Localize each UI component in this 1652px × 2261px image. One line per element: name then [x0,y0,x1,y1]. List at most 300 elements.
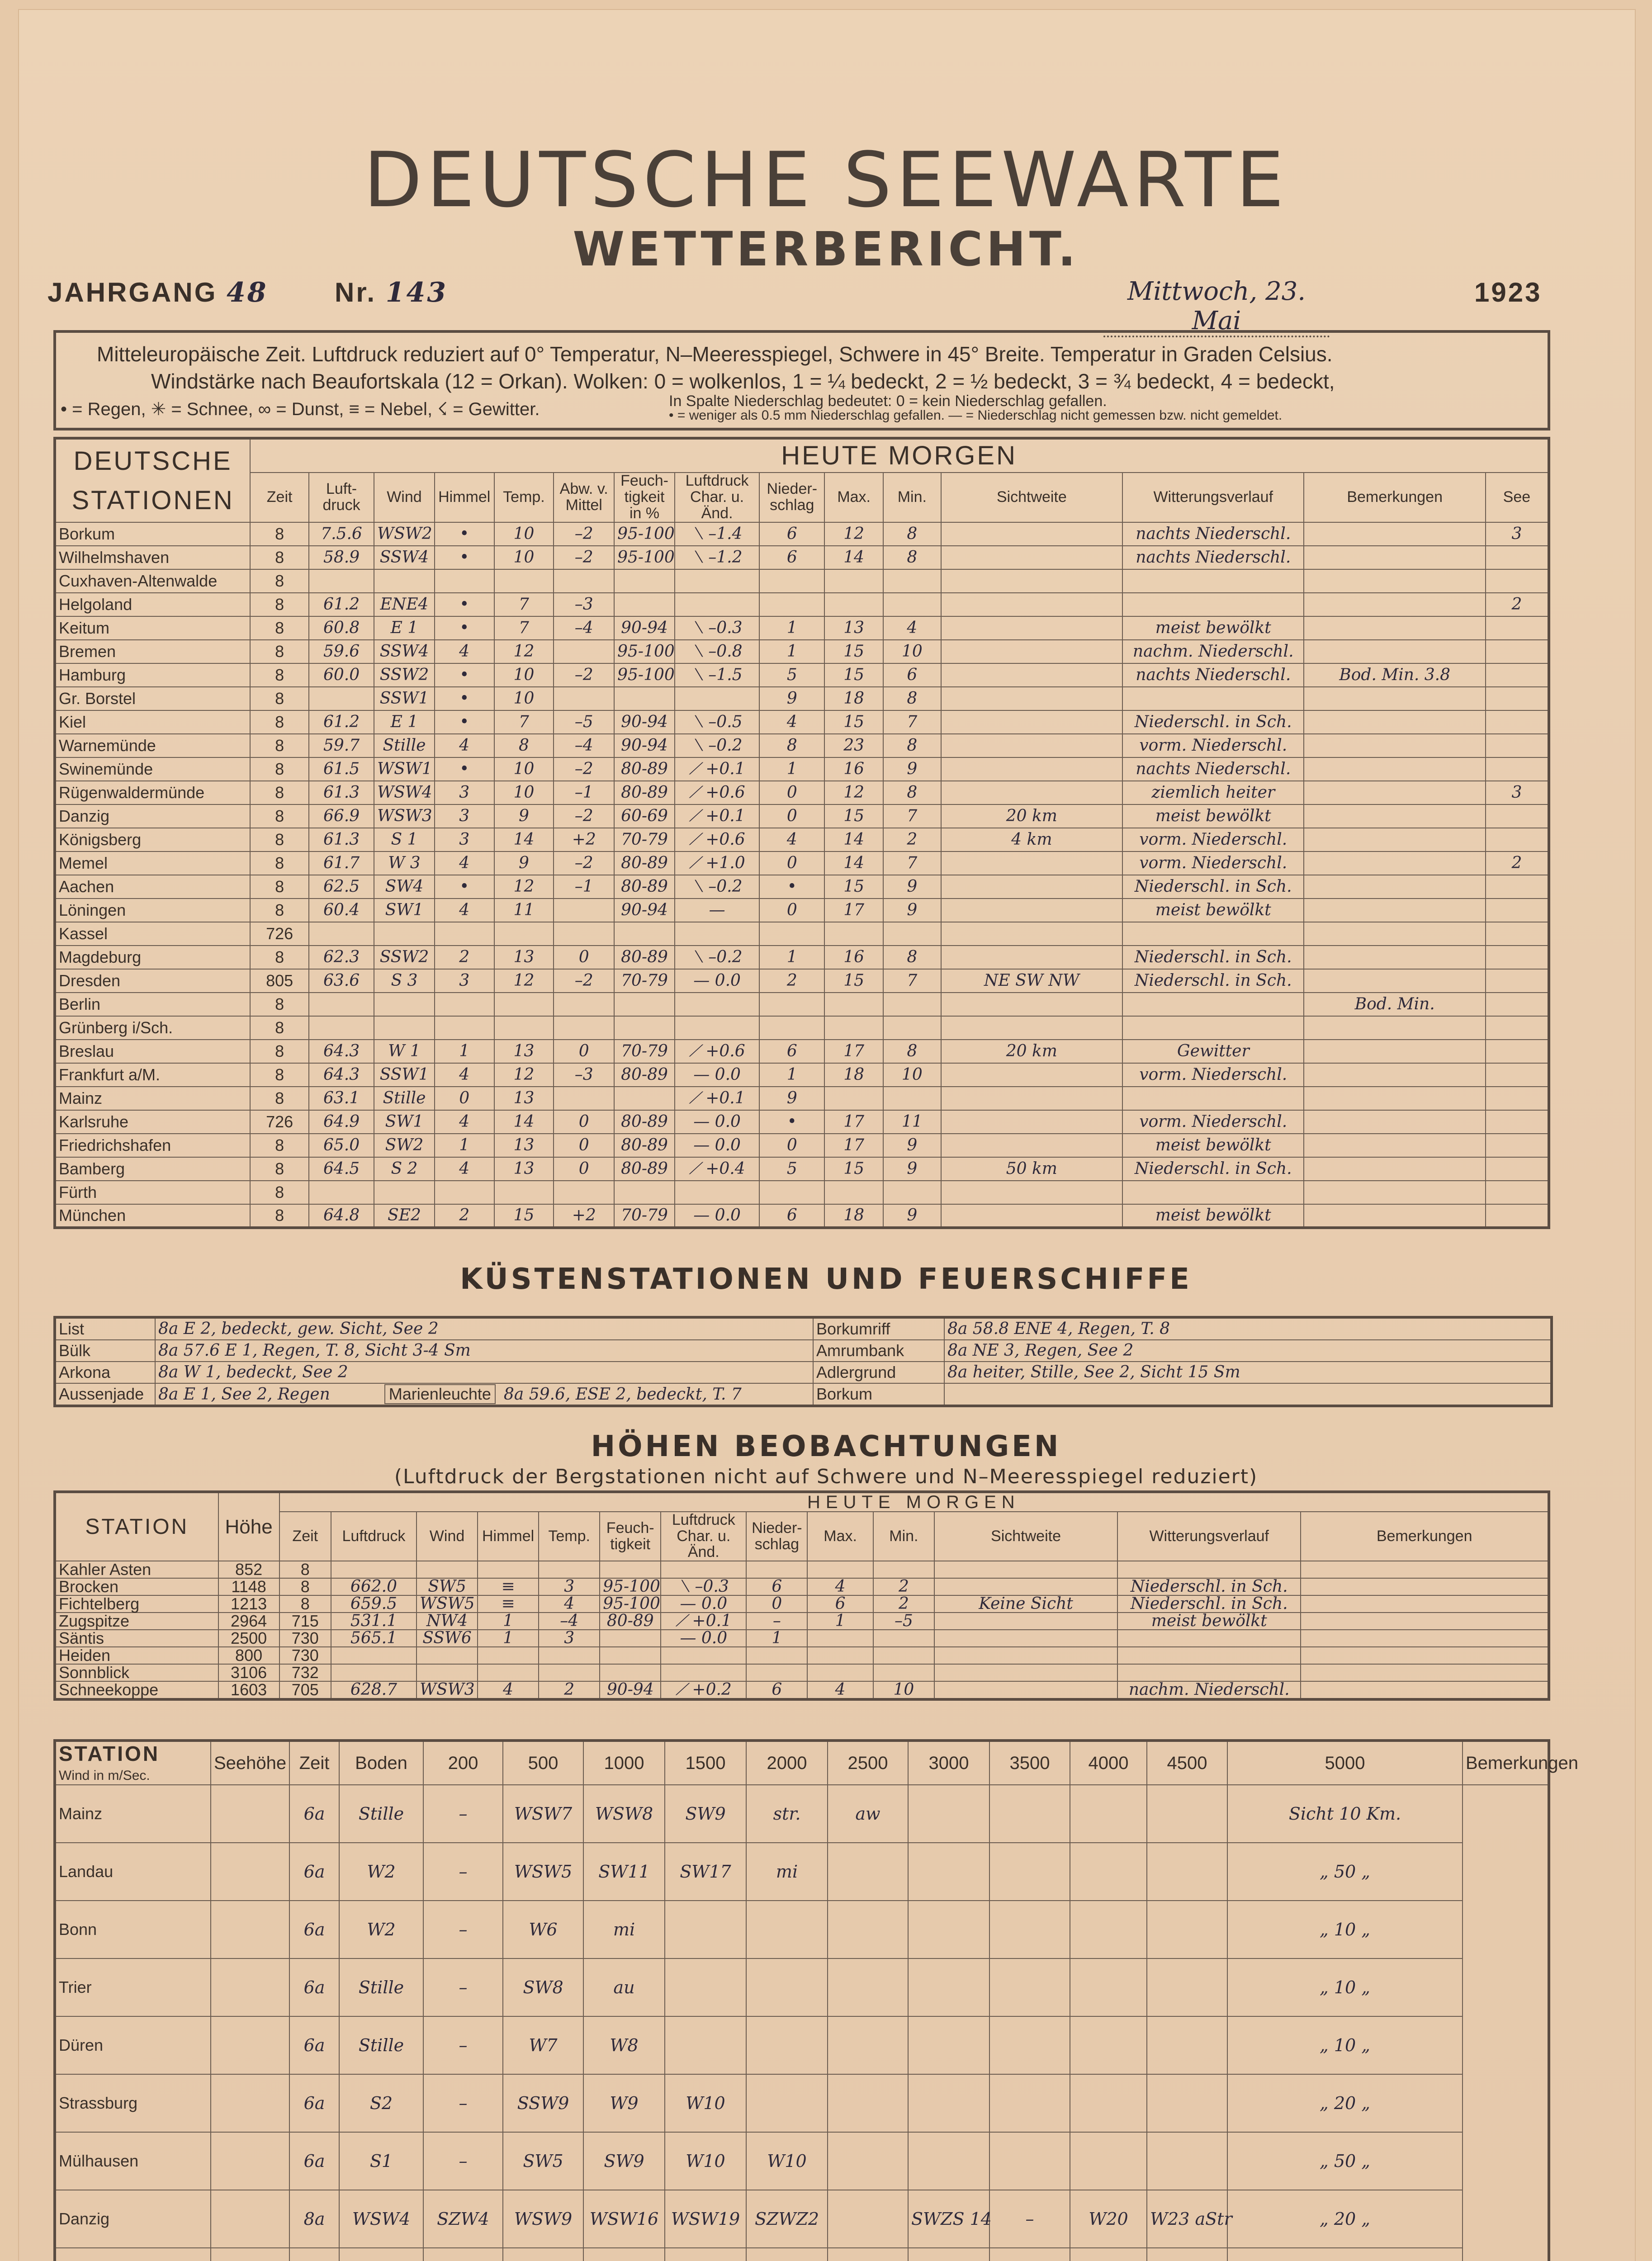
table-cell [1304,851,1485,875]
table-cell [554,569,614,593]
table-cell: nachm. Niederschl. [1117,1681,1301,1699]
table-cell: 15 [824,663,883,687]
table-cell: Stille [339,1785,423,1843]
main-col-header-1: Luft-druck [309,473,374,522]
table-cell: „ 20 „ [1227,2190,1463,2248]
table-cell [941,593,1122,616]
table-row [55,616,1549,640]
table-cell: — 0.0 [675,1110,759,1134]
station-name: Brocken [55,1578,218,1595]
table-cell: WSW3 [374,804,435,828]
table-cell [1486,1110,1549,1134]
hoehen-col-header-3: Himmel [478,1512,539,1561]
table-cell: Sicht 10 Km. [1227,1785,1463,1843]
table-row [55,1901,1549,1958]
issue-date: Mittwoch, 23. Mai [1103,277,1330,337]
table-cell [1304,1063,1485,1087]
table-cell: 8 [250,757,309,781]
table-cell [1301,1681,1549,1699]
table-cell [374,993,435,1016]
legend-line-3a: • = Regen, ✳ = Schnee, ∞ = Dunst, ≡ = Nebel, ☇ = Gewitter. [61,399,540,419]
table-cell: 80-89 [614,851,675,875]
table-cell: 50 km [941,1157,1122,1181]
table-cell: 0 [554,1040,614,1063]
hoehen-station-header: STATION [55,1492,218,1561]
table-cell [1304,1110,1485,1134]
table-cell [435,569,494,593]
station-name: Düren [55,2016,211,2074]
table-cell [675,993,759,1016]
table-row [55,922,1549,946]
table-cell: 7 [494,593,554,616]
table-cell [211,1901,289,1958]
table-cell: ⟋ +0.6 [675,1040,759,1063]
table-cell: 20 km [941,804,1122,828]
table-cell: 64.5 [309,1157,374,1181]
table-cell [435,993,494,1016]
table-cell: 4 [435,1063,494,1087]
table-cell: 64.9 [309,1110,374,1134]
table-cell [309,569,374,593]
table-cell: 10 [494,781,554,804]
table-cell [211,2016,289,2074]
table-cell: W 1 [374,1040,435,1063]
table-cell: 0 [746,1595,807,1613]
main-col-header-14: See [1486,473,1549,522]
table-cell [746,1647,807,1664]
table-row [55,2248,1549,2261]
table-cell: SW8 [503,1958,583,2016]
table-cell [1301,1613,1549,1630]
table-cell: 6 [759,546,824,569]
table-cell: Niederschl. in Sch. [1122,969,1304,993]
wind-col-header-8: 2500 [828,1741,908,1785]
table-cell [1304,569,1485,593]
table-cell: 6a [289,1785,339,1843]
table-cell [908,2248,989,2261]
table-cell: 8 [250,687,309,710]
table-cell [539,1647,600,1664]
table-cell: 66.9 [309,804,374,828]
legend-box [53,330,1550,430]
table-cell: E 1 [374,710,435,734]
table-cell [554,640,614,663]
table-cell [1304,899,1485,922]
table-cell: 1 [759,616,824,640]
table-cell [1304,781,1485,804]
table-cell: 60.0 [309,663,374,687]
table-cell: 8 [279,1578,331,1595]
jahrgang-value: 48 [227,277,268,308]
table-cell: 70-79 [614,828,675,851]
table-cell: 17 [824,1040,883,1063]
table-cell: 6 [746,1578,807,1595]
table-cell [941,781,1122,804]
table-row [55,781,1549,804]
table-cell [941,1016,1122,1040]
table-cell [1486,828,1549,851]
table-cell: 10 [494,757,554,781]
table-cell [883,1016,941,1040]
table-cell: – [989,2190,1070,2248]
table-cell [1147,2132,1227,2190]
table-row [55,734,1549,757]
table-cell: – [746,1613,807,1630]
table-cell: 18 [824,1204,883,1228]
table-cell: 9 [883,899,941,922]
table-cell: 80-89 [614,781,675,804]
table-cell [1122,1087,1304,1110]
table-cell: SW5 [503,2132,583,2190]
table-cell: 14 [824,828,883,851]
table-cell [807,1561,873,1578]
table-cell [435,922,494,946]
table-row [55,1595,1549,1613]
table-cell: 5 [759,1157,824,1181]
table-cell: NW4 [417,1613,478,1630]
table-cell: • [759,875,824,899]
table-row [55,757,1549,781]
table-row [55,804,1549,828]
table-cell: WSW5 [503,1843,583,1901]
table-cell: 6 [759,522,824,546]
table-cell [883,1087,941,1110]
table-cell: – [423,1785,503,1843]
table-row [55,663,1549,687]
table-cell: 8 [250,1204,309,1228]
station-name: Wilhelmshaven [55,546,250,569]
table-cell: 10 [494,687,554,710]
table-cell: — 0.0 [675,1063,759,1087]
table-cell: Keine Sicht [934,1595,1117,1613]
table-cell: 70-79 [614,1040,675,1063]
table-cell [908,1843,989,1901]
station-name: Berlin [55,993,250,1016]
table-cell: 90-94 [614,899,675,922]
main-col-header-3: Himmel [435,473,494,522]
table-cell: 95-100 [614,546,675,569]
table-cell [339,2248,423,2261]
table-cell: 90-94 [614,616,675,640]
table-cell: SSW6 [417,1630,478,1647]
table-cell [1070,2074,1147,2132]
table-cell [1147,1958,1227,2016]
table-cell [1122,593,1304,616]
table-cell [1304,593,1485,616]
legend-line-2: Windstärke nach Beaufortskala (12 = Orkan). Wolken: 0 = wolkenlos, 1 = ¼ bedeckt, 2 = ½ bedeckt, 3 = ¾ bedeckt, 4 = bedeckt, [151,369,1335,393]
table-cell [374,1016,435,1040]
table-cell: 16 [824,757,883,781]
table-cell [614,993,675,1016]
table-cell: 705 [279,1681,331,1699]
main-col-header-10: Min. [883,473,941,522]
table-cell: 3 [539,1630,600,1647]
table-cell [807,1630,873,1647]
table-cell [908,2016,989,2074]
table-cell [1486,569,1549,593]
table-cell: Stille [374,734,435,757]
table-cell: • [435,875,494,899]
table-cell: 8 [250,1157,309,1181]
table-cell: ⟍ –0.3 [675,616,759,640]
table-cell: 659.5 [331,1595,417,1613]
table-cell [1486,875,1549,899]
table-cell: SW11 [583,1843,665,1901]
table-cell: 8 [279,1595,331,1613]
table-cell [941,946,1122,969]
table-cell [941,546,1122,569]
station-name: Danzig [55,804,250,828]
table-cell: WSW8 [583,1785,665,1843]
table-cell: ziemlich heiter [1122,781,1304,804]
table-cell: 61.2 [309,593,374,616]
table-cell: SW17 [665,1843,746,1901]
stations-table [53,437,1550,1229]
table-cell: • [435,710,494,734]
table-cell: 2 [435,1204,494,1228]
table-cell: meist bewölkt [1122,804,1304,828]
table-cell [417,1664,478,1681]
table-cell: 6a [289,1958,339,2016]
table-cell: 4 [539,1595,600,1613]
table-cell: 8 [883,522,941,546]
table-cell: ⟍ –1.4 [675,522,759,546]
table-cell [614,1087,675,1110]
table-cell: 8 [250,1134,309,1157]
table-row [55,1157,1549,1181]
table-cell [746,1664,807,1681]
table-cell: 60.4 [309,899,374,922]
table-cell: 8 [250,1063,309,1087]
table-cell [941,1087,1122,1110]
wind-col-header-13: 5000 [1227,1741,1463,1785]
table-cell [883,593,941,616]
table-cell [941,687,1122,710]
main-col-header-12: Witterungsverlauf [1122,473,1304,522]
table-cell [1227,2248,1463,2261]
table-cell: SWZS 14 [908,2190,989,2248]
table-cell: WSW4 [339,2190,423,2248]
coast-title: KÜSTENSTATIONEN UND FEUERSCHIFFE [460,1263,1192,1296]
table-cell [941,851,1122,875]
table-cell: 80-89 [600,1613,661,1630]
table-cell: 9 [883,1204,941,1228]
table-cell [759,569,824,593]
table-cell: –3 [554,1063,614,1087]
table-cell [661,1561,746,1578]
table-row [55,569,1549,593]
table-cell [1304,757,1485,781]
table-cell: Bod. Min. [1304,993,1485,1016]
table-cell: W20 [1070,2190,1147,2248]
table-cell: – [423,1843,503,1901]
hoehen-subtitle: (Luftdruck der Bergstationen nicht auf Schwere und N–Meeresspiegel reduziert) [394,1465,1258,1488]
table-row [55,2016,1549,2074]
table-cell: 9 [759,1087,824,1110]
table-row [55,899,1549,922]
table-cell: – [423,2016,503,2074]
table-cell [1304,546,1485,569]
table-cell [211,2190,289,2248]
table-cell [1486,1063,1549,1087]
table-row [55,1110,1549,1134]
table-cell: 6a [289,1843,339,1901]
wind-col-header-14: Bemerkungen [1463,1741,1549,1785]
table-cell [1304,922,1485,946]
table-cell [554,922,614,946]
main-col-header-7: Luftdruck Char. u. Änd. [675,473,759,522]
legend-line-3c: • = weniger als 0.5 mm Niederschlag gefallen. — = Niederschlag nicht gemessen bzw. nicht gemeldet. [669,408,1283,423]
table-cell [1070,1843,1147,1901]
table-cell: ⟋ +0.1 [675,757,759,781]
table-cell: 80-89 [614,1157,675,1181]
main-col-header-6: Feuch-tigkeit in % [614,473,675,522]
table-row [55,1087,1549,1110]
table-cell: — 0.0 [675,1134,759,1157]
wind-col-header-5: 1000 [583,1741,665,1785]
table-cell [934,1681,1117,1699]
table-cell: 64.8 [309,1204,374,1228]
coast-row [55,1383,1552,1406]
table-cell: 8 [759,734,824,757]
table-cell: SSW2 [374,663,435,687]
table-cell: ⟋ +0.1 [675,1087,759,1110]
table-cell: 16 [824,946,883,969]
table-cell [1070,2016,1147,2074]
table-cell [1147,2016,1227,2074]
table-cell [1486,663,1549,687]
table-cell [478,1561,539,1578]
table-cell: 7 [494,616,554,640]
table-cell: 10 [494,663,554,687]
table-cell [665,1958,746,2016]
table-cell [883,922,941,946]
table-cell: vorm. Niederschl. [1122,851,1304,875]
table-cell [1486,687,1549,710]
station-name: Mainz [55,1087,250,1110]
table-cell: 1 [759,640,824,663]
table-cell: 95-100 [614,640,675,663]
table-cell [1301,1630,1549,1647]
table-cell: 64.3 [309,1040,374,1063]
table-cell: 11 [883,1110,941,1134]
table-cell [746,2074,828,2132]
station-name: Cuxhaven-Altenwalde [55,569,250,593]
table-row [55,640,1549,663]
table-cell: SW9 [583,2132,665,2190]
station-name: Fürth [55,1181,250,1204]
table-cell: 0 [759,1134,824,1157]
table-row [55,828,1549,851]
table-cell [941,1134,1122,1157]
table-cell: 60.8 [309,616,374,640]
table-cell [908,1958,989,2016]
table-cell: 2 [1486,593,1549,616]
table-cell [1486,1040,1549,1063]
table-cell [934,1561,1117,1578]
table-cell: 95-100 [600,1578,661,1595]
table-cell [1070,2132,1147,2190]
wind-col-header-0: Seehöhe [211,1741,289,1785]
table-cell: • [435,757,494,781]
table-cell: 7.5.6 [309,522,374,546]
table-cell [554,1087,614,1110]
table-cell: 9 [494,804,554,828]
table-cell [1304,616,1485,640]
table-cell: Niederschl. in Sch. [1122,875,1304,899]
station-name: Magdeburg [55,946,250,969]
coast-row [55,1317,1552,1340]
table-cell: ⟍ –1.5 [675,663,759,687]
table-cell: 0 [435,1087,494,1110]
table-cell: 0 [759,851,824,875]
table-cell: 63.6 [309,969,374,993]
coast-row [55,1340,1552,1362]
table-cell: 2 [759,969,824,993]
table-cell [941,1110,1122,1134]
table-cell: • [435,546,494,569]
legend-line-3b: In Spalte Niederschlag bedeutet: 0 = kein Niederschlag gefallen. [669,393,1107,410]
table-cell: 10 [494,522,554,546]
table-cell [1486,710,1549,734]
table-cell: – [423,2074,503,2132]
coast-station: List [55,1317,155,1340]
table-row [55,522,1549,546]
station-name: Borkum [55,522,250,546]
table-row [55,1040,1549,1063]
table-cell [374,1181,435,1204]
table-cell: 17 [824,899,883,922]
table-cell [1486,1087,1549,1110]
table-cell [759,593,824,616]
coast-station: Aussenjade [55,1383,155,1406]
table-cell: 9 [883,1157,941,1181]
table-cell [824,569,883,593]
table-cell: 8 [494,734,554,757]
table-cell [883,993,941,1016]
table-cell: 7 [883,969,941,993]
table-cell: — 0.0 [675,1204,759,1228]
table-cell: 12 [494,875,554,899]
table-cell [1122,1181,1304,1204]
main-col-header-5: Abw. v. Mittel [554,473,614,522]
table-cell: 65.0 [309,1134,374,1157]
station-name: Schneekoppe [55,1681,218,1699]
table-row [55,1681,1549,1699]
table-cell: 15 [824,1157,883,1181]
table-cell: 11 [494,899,554,922]
hoehen-col-header-2: Wind [417,1512,478,1561]
coast-report [155,1383,813,1406]
table-cell: „ 20 „ [1227,2074,1463,2132]
table-row [55,946,1549,969]
table-cell: 90-94 [614,734,675,757]
table-cell [908,1901,989,1958]
hoehen-col-header-5: Feuch-tigkeit [600,1512,661,1561]
table-cell: 6a [289,2132,339,2190]
table-cell [494,1181,554,1204]
station-name: Bamberg [55,1157,250,1181]
station-name: Zugspitze [55,1613,218,1630]
table-cell [374,922,435,946]
main-col-header-13: Bemerkungen [1304,473,1485,522]
table-cell: 10 [883,640,941,663]
table-row [55,1134,1549,1157]
table-cell: SE2 [374,1204,435,1228]
wind-col-header-4: 500 [503,1741,583,1785]
table-cell: 14 [824,546,883,569]
table-cell: • [435,663,494,687]
